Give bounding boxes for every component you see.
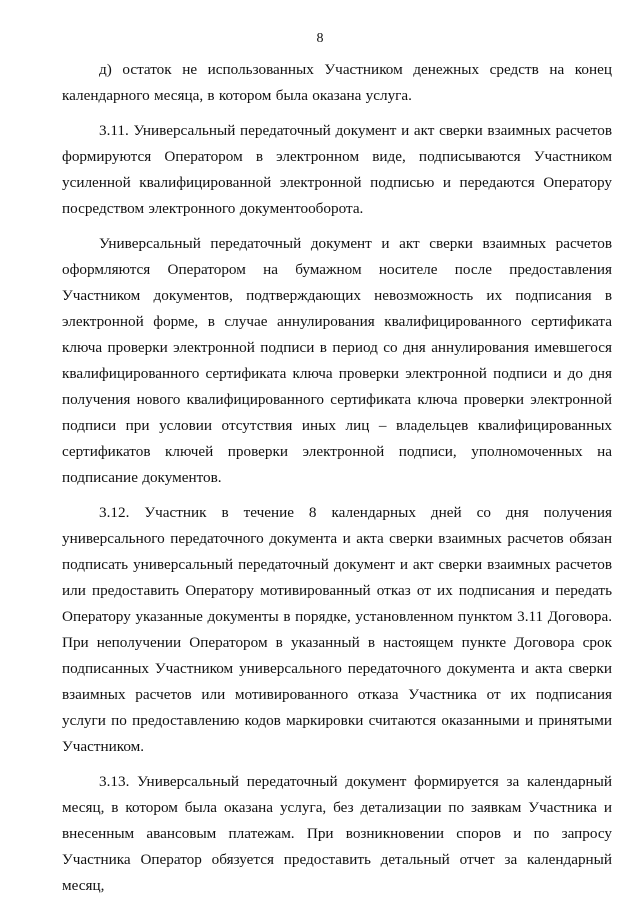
paragraph-clause-3-12: 3.12. Участник в течение 8 календарных дней со дня получения универсального передаточного документа и акта сверки взаимных расчетов обязан подписать универсальный передаточный документ и акт сверки взаимных расчетов или предоставить Оператору мотивированный отказ от их подписания и передать Оператору указанные документы в порядке, установленном пунктом 3.11 Договора. При неполучении Оператором в указанный в настоящем пункте Договора срок подписанных Участником универсального передаточного документа и акта сверки взаимных расчетов или мотивированного отказа Участника от их подписания услуги по предоставлению кодов маркировки считаются оказанными и принятыми Участником. (62, 504, 612, 755)
paragraph-paper-documents: Универсальный передаточный документ и акт сверки взаимных расчетов оформляются Оператором на бумажном носителе после предоставления Участником документов, подтверждающих невозможность их подписания в электронной форме, в случае аннулирования квалифицированного сертификата ключа проверки электронной подписи в период со дня аннулирования имевшегося квалифицированного сертификата ключа проверки электронной подписи и до дня получения нового квалифицированного сертификата ключа проверки электронной подписи при условии отсутствия иных лиц – владельцев квалифицированных сертификатов ключей проверки электронной подписи, уполномоченных на подписание документов. (62, 235, 612, 486)
paragraph-spacer (62, 222, 612, 231)
paragraph-spacer (62, 109, 612, 118)
page-number: 8 (316, 31, 324, 46)
paragraph-clause-3-13: 3.13. Универсальный передаточный документ формируется за календарный месяц, в котором была оказана услуга, без детализации по заявкам Участника и внесенным авансовым платежам. При возникновении споров и по запросу Участника Оператор обязуется предоставить детальный отчет за календарный месяц, (62, 773, 612, 894)
paragraph-item-d: д) остаток не использованных Участником денежных средств на конец календарного месяца, в котором была оказана услуга. (62, 61, 612, 104)
document-body (62, 57, 612, 899)
paragraph-spacer (62, 491, 612, 500)
paragraph-clause-3-11: 3.11. Универсальный передаточный документ и акт сверки взаимных расчетов формируются Оператором в электронном виде, подписываются Участником усиленной квалифицированной электронной подписью и передаются Оператору посредством электронного документооборота. (62, 122, 612, 217)
paragraph-spacer (62, 760, 612, 769)
